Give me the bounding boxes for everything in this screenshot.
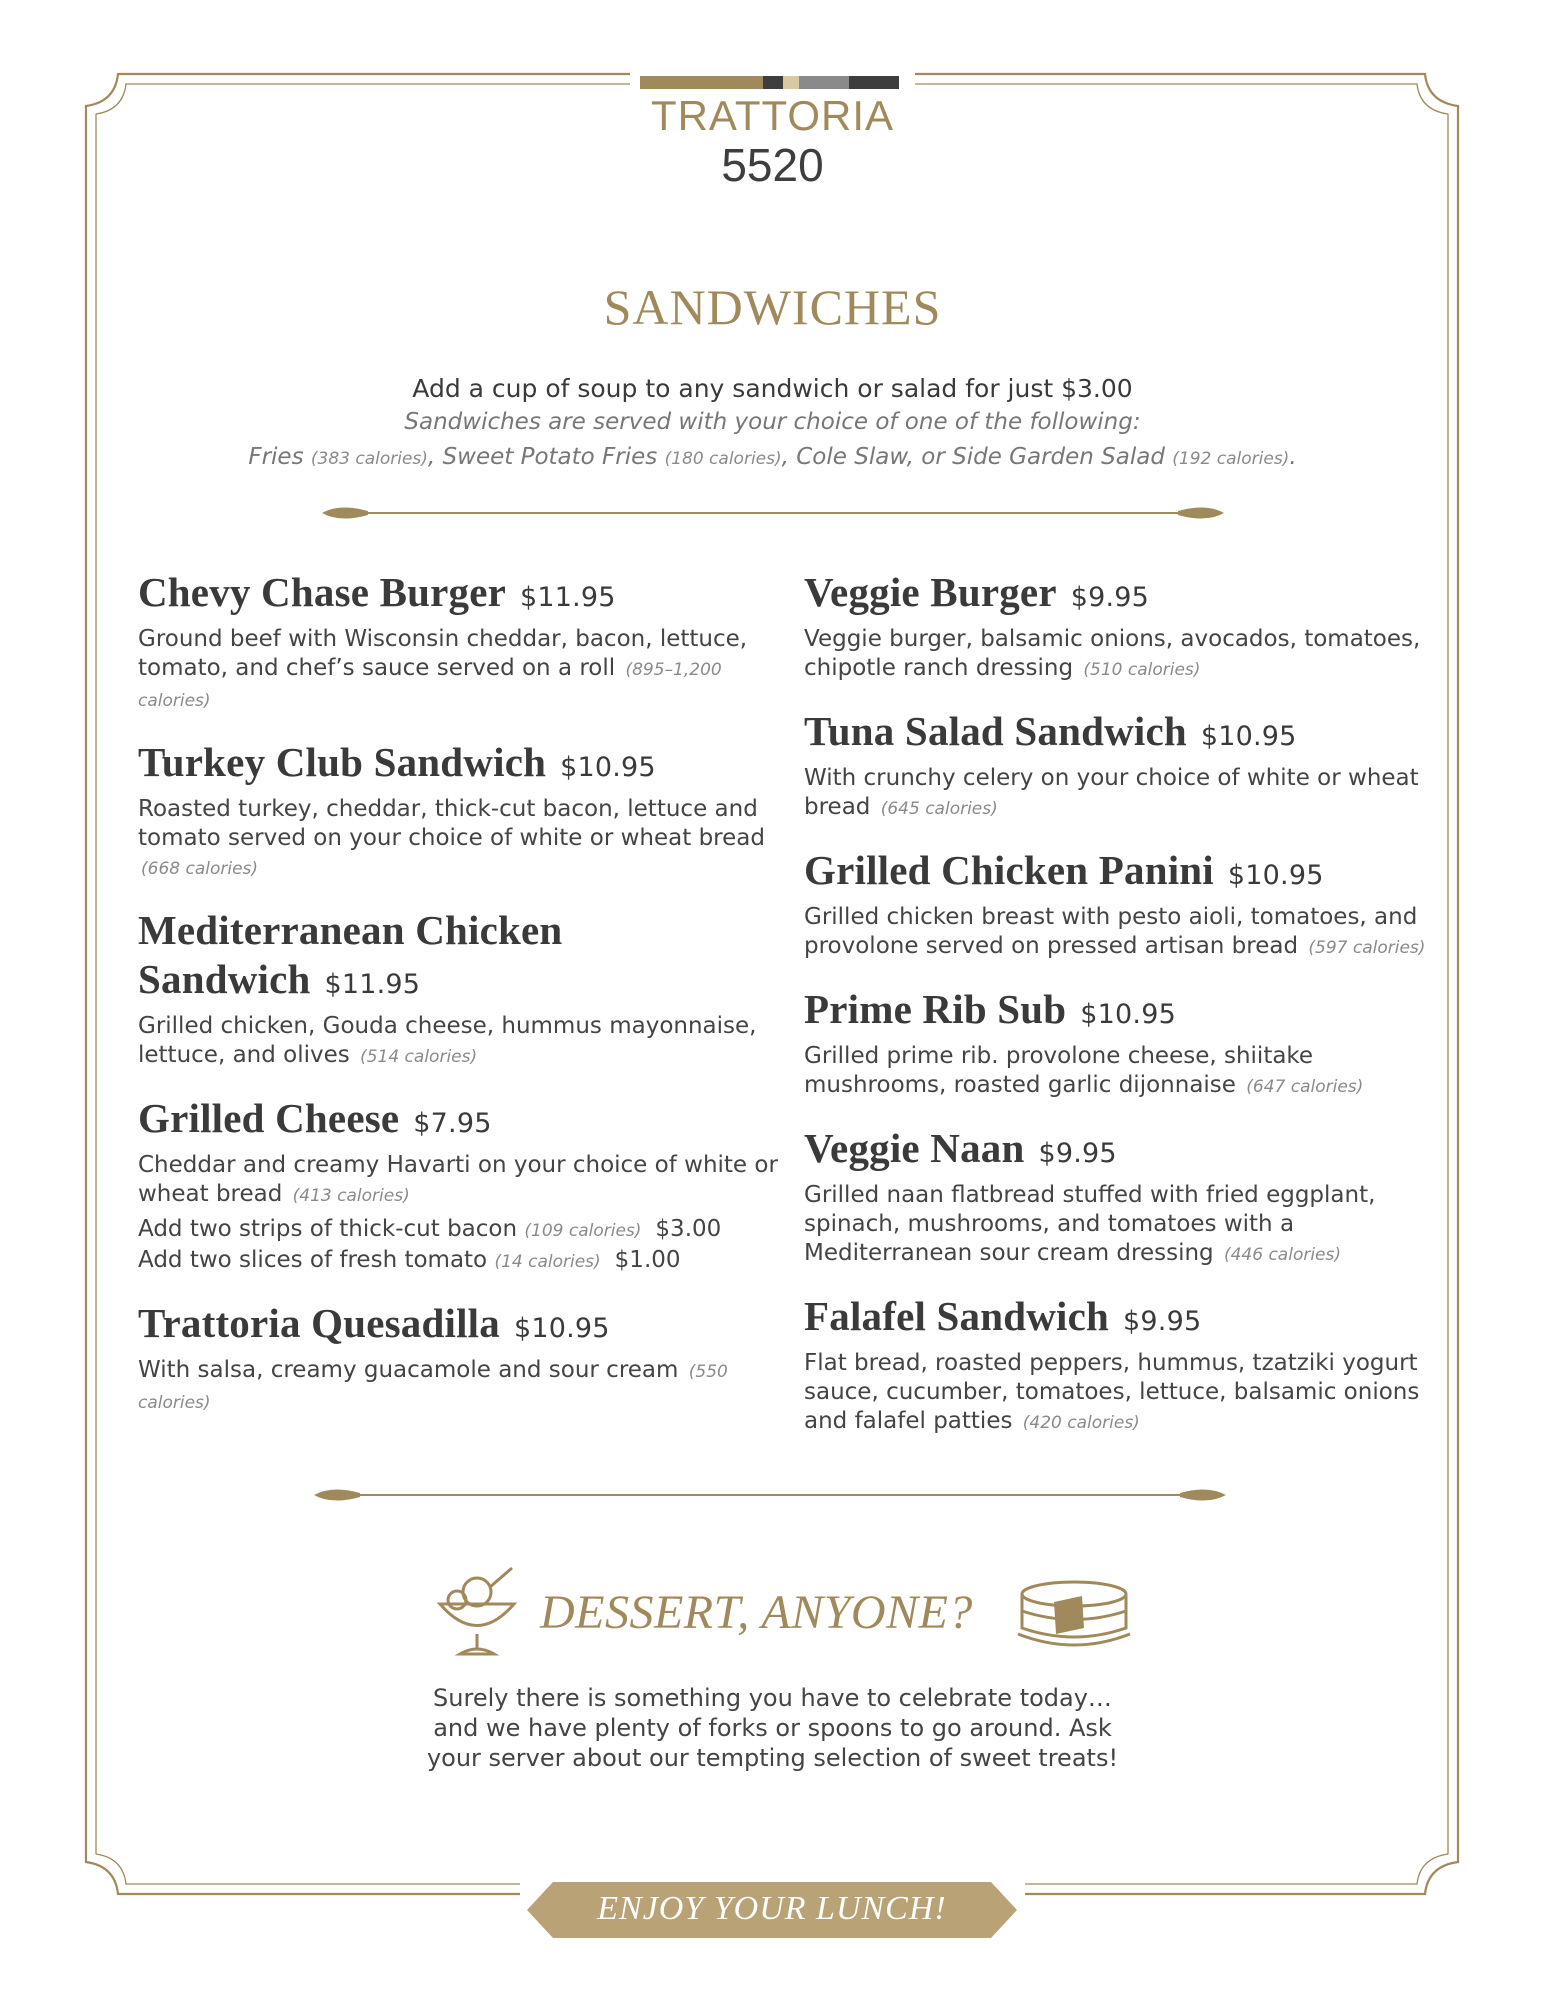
menu-item-desc-text: Cheddar and creamy Havarti on your choice of white or wheat bread (138, 1152, 778, 1207)
menu-item-price: $9.95 (1038, 1138, 1117, 1169)
dessert-line: Surely there is something you have to celebrate today… (433, 1684, 1112, 1712)
logo-number: 5520 (721, 139, 824, 191)
menu-column-left (138, 568, 778, 1440)
menu-item (804, 707, 1444, 824)
menu-item-name: Trattoria Quesadilla (138, 1300, 500, 1346)
menu-item-price: $9.95 (1123, 1306, 1202, 1337)
menu-item-desc-text: Grilled chicken breast with pesto aioli, tomatoes, and provolone served on pressed artisan bread (804, 904, 1418, 959)
side-calories: (180 calories) (664, 449, 782, 469)
top-divider (0, 493, 1545, 533)
menu-item-title (804, 568, 1444, 622)
menu-item-calories: (550 calories) (138, 1362, 728, 1413)
footer-banner-text: ENJOY YOUR LUNCH! (597, 1890, 947, 1927)
menu-item (138, 1094, 778, 1277)
side-calories: (383 calories) (310, 449, 428, 469)
menu-item-title (804, 846, 1444, 900)
cake-icon (1014, 1576, 1134, 1656)
menu-item-desc-text: Grilled naan flatbread stuffed with fried eggplant, spinach, mushrooms, and tomatoes with a Mediterranean sour cream dressing (804, 1182, 1376, 1266)
menu-item-description (138, 1356, 778, 1418)
menu-item-title (138, 738, 778, 792)
menu-item (138, 1299, 778, 1418)
menu-item-desc-text: With crunchy celery on your choice of white or wheat bread (804, 765, 1419, 820)
menu-item-name: Chevy Chase Burger (138, 569, 507, 615)
menu-item-description (804, 764, 1444, 824)
add-on-text: Add two slices of fresh tomato (138, 1247, 488, 1273)
menu-item (138, 906, 778, 1072)
menu-item-description (804, 903, 1444, 963)
menu-item-description (804, 1042, 1444, 1102)
menu-item-title (804, 1292, 1444, 1346)
menu-item-price: $11.95 (324, 969, 421, 1000)
menu-item-name: Prime Rib Sub (804, 986, 1067, 1032)
menu-item-description (804, 1349, 1444, 1438)
menu-item (804, 985, 1444, 1102)
menu-item-calories: (895–1,200 calories) (138, 660, 722, 711)
menu-item-price: $10.95 (560, 752, 656, 783)
menu-item (138, 568, 778, 716)
logo-name: TRATTORIA (650, 92, 895, 139)
menu-item-name: Tuna Salad Sandwich (804, 708, 1187, 754)
menu-item-calories: (668 calories) (141, 859, 259, 879)
menu-item-title (138, 906, 608, 1009)
menu-item-calories: (420 calories) (1022, 1413, 1140, 1433)
menu-item-name: Falafel Sandwich (804, 1293, 1110, 1339)
menu-item-desc-text: Ground beef with Wisconsin cheddar, bacon, lettuce, tomato, and chef’s sauce served on a roll (138, 626, 748, 681)
menu-item-title (138, 1299, 778, 1353)
menu-item (804, 568, 1444, 685)
side-name: Fries (248, 444, 304, 470)
menu-item-calories: (510 calories) (1083, 660, 1201, 680)
intro-soup-offer: Add a cup of soup to any sandwich or salad for just $3.00 (412, 374, 1133, 403)
menu-item (138, 738, 778, 884)
menu-item-price: $7.95 (413, 1108, 492, 1139)
menu-item-title (804, 1124, 1444, 1178)
add-on-calories: (14 calories) (494, 1252, 601, 1272)
menu-item-name: Mediterranean Chicken Sandwich (138, 907, 563, 1002)
side-name: Sweet Potato Fries (442, 444, 658, 470)
sundae-icon (432, 1562, 522, 1662)
menu-item-desc-text: Grilled prime rib. provolone cheese, shiitake mushrooms, roasted garlic dijonnaise (804, 1043, 1314, 1098)
menu-item-description (138, 795, 778, 884)
dessert-title: DESSERT, ANYONE? (540, 1586, 973, 1639)
menu-item-title (138, 1094, 778, 1148)
dessert-line: and we have plenty of forks or spoons to go around. Ask (433, 1714, 1112, 1742)
menu-item-calories: (514 calories) (360, 1047, 478, 1067)
menu-item-price: $9.95 (1070, 582, 1150, 613)
menu-column-right (804, 568, 1444, 1460)
bottom-divider (0, 1475, 1545, 1515)
menu-item-name: Grilled Cheese (138, 1095, 400, 1141)
section-title: SANDWICHES (603, 279, 942, 335)
menu-item-price: $10.95 (1200, 721, 1297, 752)
add-on-row (138, 1215, 778, 1246)
menu-item-price: $10.95 (1080, 999, 1176, 1030)
side-separator: , (781, 444, 789, 470)
menu-item-description (804, 625, 1444, 685)
menu-item-desc-text: Veggie burger, balsamic onions, avocados, tomatoes, chipotle ranch dressing (804, 626, 1421, 681)
menu-item-calories: (446 calories) (1223, 1245, 1342, 1265)
side-separator: , (427, 444, 436, 470)
menu-item-desc-text: Roasted turkey, cheddar, thick-cut bacon, lettuce and tomato served on your choice of white or wheat bread (138, 796, 765, 851)
menu-item (804, 1292, 1444, 1438)
menu-item-calories: (647 calories) (1246, 1077, 1364, 1097)
menu-item-description (138, 1151, 778, 1211)
menu-item-price: $11.95 (520, 582, 616, 613)
menu-item-calories: (645 calories) (880, 799, 998, 819)
dessert-line: your server about our tempting selection of sweet treats! (426, 1744, 1119, 1772)
side-separator: . (1289, 444, 1297, 470)
menu-item-calories: (413 calories) (292, 1186, 410, 1206)
menu-item-name: Grilled Chicken Panini (804, 847, 1214, 893)
add-on-calories: (109 calories) (524, 1221, 642, 1241)
menu-item-name: Veggie Naan (804, 1125, 1025, 1171)
dessert-message (0, 1683, 1545, 1773)
add-on-row (138, 1246, 778, 1277)
menu-item (804, 1124, 1444, 1270)
intro-sides-note: Sandwiches are served with your choice of one of the following: (404, 409, 1141, 435)
menu-item-title (804, 707, 1444, 761)
logo-color-bars (640, 76, 899, 89)
menu-item-desc-text: Grilled chicken, Gouda cheese, hummus mayonnaise, lettuce, and olives (138, 1013, 757, 1068)
add-on-text: Add two strips of thick-cut bacon (138, 1216, 518, 1242)
menu-item-calories: (597 calories) (1308, 938, 1426, 958)
add-on-price: $1.00 (614, 1247, 681, 1273)
menu-item-price: $10.95 (513, 1313, 610, 1344)
side-name: Cole Slaw, or Side Garden Salad (796, 444, 1165, 470)
menu-item-desc-text: Flat bread, roasted peppers, hummus, tzatziki yogurt sauce, cucumber, tomatoes, lettuce, balsamic onions and falafel patties (804, 1350, 1420, 1434)
menu-item-name: Turkey Club Sandwich (138, 739, 547, 785)
menu-item-desc-text: With salsa, creamy guacamole and sour cream (138, 1357, 679, 1383)
menu-item-title (804, 985, 1444, 1039)
side-calories: (192 calories) (1172, 449, 1290, 469)
menu-item-description (138, 625, 778, 716)
intro-sides-list (0, 444, 1545, 470)
add-on-price: $3.00 (655, 1216, 722, 1242)
menu-item-price: $10.95 (1227, 860, 1324, 891)
menu-item-description (138, 1012, 778, 1072)
menu-item (804, 846, 1444, 963)
menu-item-title (138, 568, 778, 622)
menu-item-description (804, 1181, 1444, 1270)
menu-item-name: Veggie Burger (804, 569, 1057, 615)
